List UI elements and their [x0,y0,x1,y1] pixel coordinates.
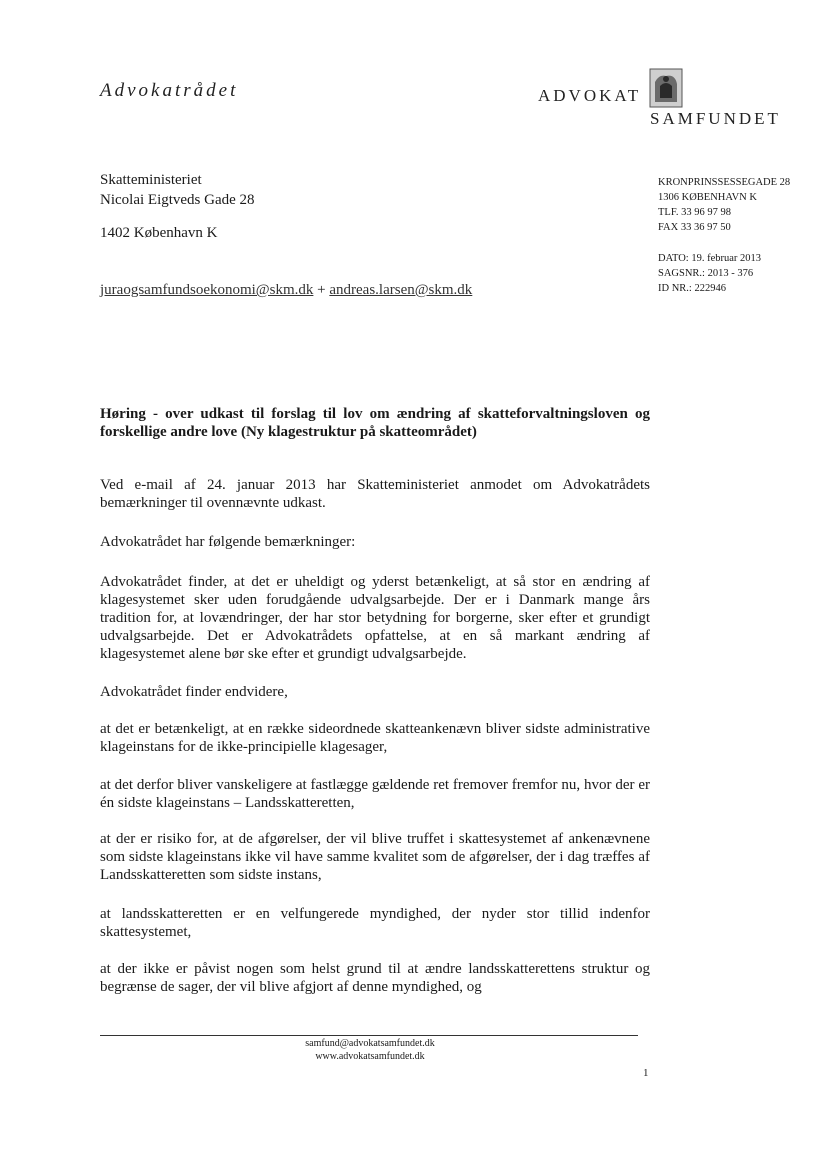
recipient-name: Skatteministeriet [100,172,202,188]
paragraph-2: Advokatrådet har følgende bemærkninger: [100,534,356,550]
paragraph-4: Advokatrådet finder endvidere, [100,684,288,700]
paragraph-3: Advokatrådet finder, at det er uheldigt og yderst betænkeligt, at så stor en ændring af klagesystemet sker uden forudgående udvalgsarbejde. Der er i Danmark mange års tradition for, at lovændringer, der har stor betydning for borgerne, sker efter et grundigt udvalgsarbejde. Det er Advokatrådets opfattelse, at en så markant ændring af klagesystemet alene bør ske efter et grundigt udvalgsarbejde. [100,574,650,662]
paragraph-1: Ved e-mail af 24. januar 2013 har Skatteministeriet anmodet om Advokatrådets bemærkninger til ovennævnte udkast. [100,477,650,511]
advokatraadet-brand: Advokatrådet [100,80,239,101]
letter-date: DATO: 19. februar 2013 [658,253,762,264]
sender-fax: FAX 33 36 97 50 [658,222,731,233]
paragraph-5: at det er betænkeligt, at en række sideordnede skatteankenævn bliver sidste administrative klageinstans for de ikke-principielle klagesager, [100,721,650,755]
paragraph-7: at der er risiko for, at de afgørelser, der vil blive truffet i skattesystemet af ankenævnene som sidste klageinstans ikke vil have samme kvalitet som de afgørelser, der i dag træffes af Landsskatteretten som sidste instans, [100,831,650,883]
logo-text-advokat: ADVOKAT [538,86,642,105]
paragraph-6: at det derfor bliver vanskeligere at fastlægge gældende ret fremover fremfor nu, hvor der er én sidste klageinstans – Landsskatteretten, [100,777,650,811]
recipient-emails [100,282,472,299]
letter-title: Høring - over udkast til forslag til lov om ændring af skatteforvaltningsloven og forskellige andre love (Ny klagestruktur på skatteområdet) [100,406,650,440]
sender-phone: TLF. 33 96 97 98 [658,207,731,218]
footer-email[interactable]: samfund@advokatsamfundet.dk [305,1038,435,1049]
crest-emblem-icon [649,68,683,108]
email-link-2[interactable]: andreas.larsen@skm.dk [329,282,473,298]
sender-address [658,175,790,235]
sender-postal: 1306 KØBENHAVN K [658,192,757,203]
recipient-city: 1402 København K [100,225,218,241]
logo-text-samfundet: SAMFUNDET [650,109,781,128]
footer-website[interactable]: www.advokatsamfundet.dk [315,1051,425,1062]
paragraph-8: at landsskatteretten er en velfungerede myndighed, der nyder stor tillid indenfor skattesystemet, [100,906,650,940]
email-link-1[interactable]: juraogsamfundsoekonomi@skm.dk [100,282,314,298]
footer-divider [100,1035,638,1036]
sender-street: KRONPRINSSESSEGADE 28 [658,177,791,188]
paragraph-9: at der ikke er påvist nogen som helst grund til at ændre landsskatterettens struktur og begrænse de sager, der vil blive afgjort af denne myndighed, og [100,961,650,995]
email-separator: + [317,282,326,298]
recipient-street: Nicolai Eigtveds Gade 28 [100,192,255,208]
id-number: ID NR.: 222946 [658,283,726,294]
page-number: 1 [643,1067,649,1079]
case-number: SAGSNR.: 2013 - 376 [658,268,754,279]
recipient-address [100,170,255,210]
sender-reference [658,251,761,296]
